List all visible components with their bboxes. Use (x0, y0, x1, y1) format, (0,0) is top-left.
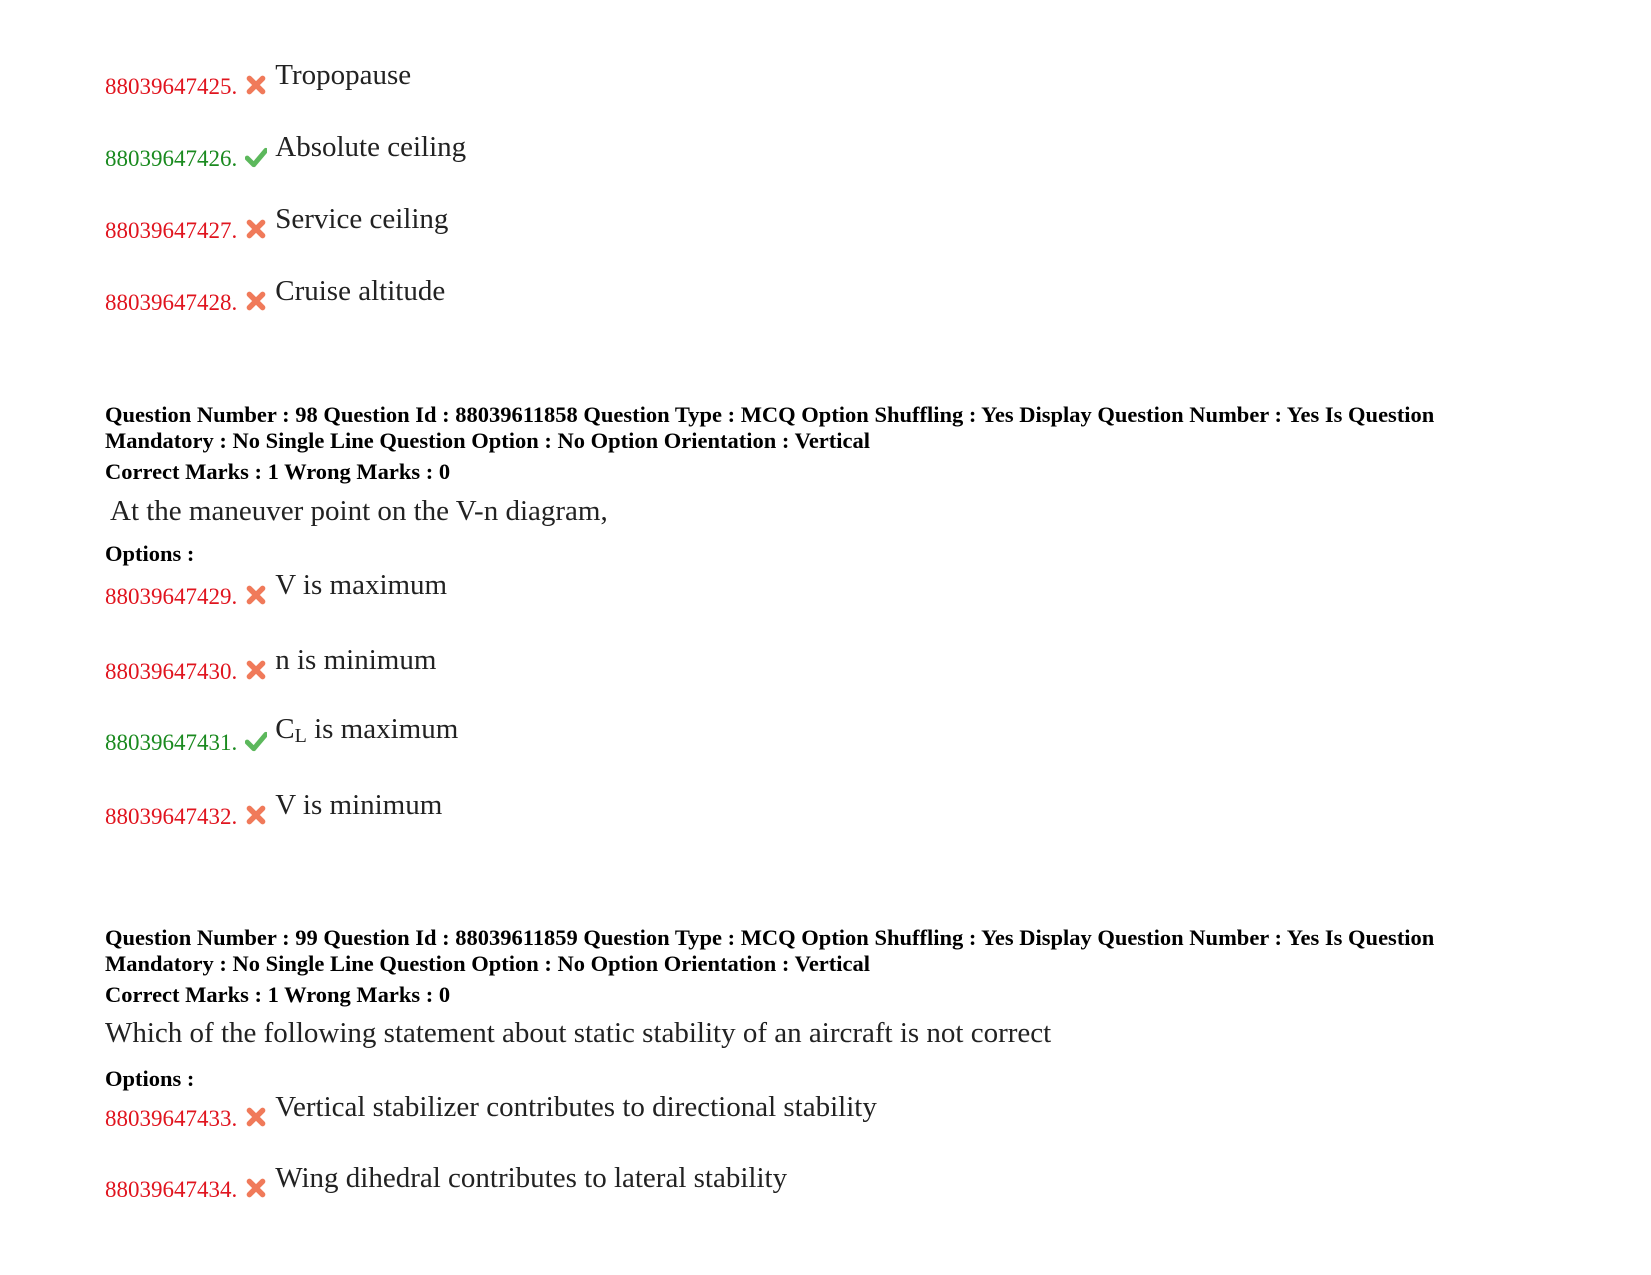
question-98-marks: Correct Marks : 1 Wrong Marks : 0 (105, 459, 451, 484)
option-88039647426 (105, 132, 466, 172)
cross-icon (245, 1106, 267, 1128)
cross-icon (245, 584, 267, 606)
option-id: 88039647431. (105, 730, 238, 755)
question-99-meta: Question Number : 99 Question Id : 88039611859 Question Type : MCQ Option Shuffling : Yes Display Question Number : Yes Is Question Mandatory : No Single Line Question Option : No Option Orientation : Vertical (105, 925, 1435, 976)
option-id: 88039647429. (105, 584, 238, 609)
option-text: Wing dihedral contributes to lateral stability (275, 1162, 788, 1194)
option-88039647430 (105, 645, 436, 685)
option-id: 88039647428. (105, 290, 238, 315)
option-88039647434 (105, 1163, 787, 1203)
cross-icon (245, 659, 267, 681)
option-text: V is maximum (275, 569, 448, 601)
option-text: Service ceiling (275, 203, 449, 235)
option-88039647427 (105, 204, 448, 244)
option-text: Tropopause (275, 59, 412, 91)
option-text (275, 715, 458, 746)
option-text-main: C (275, 713, 295, 745)
option-88039647433 (105, 1092, 877, 1132)
option-88039647432 (105, 790, 442, 830)
cross-icon (245, 290, 267, 312)
option-88039647428 (105, 276, 445, 316)
option-id: 88039647430. (105, 659, 238, 684)
option-id: 88039647432. (105, 804, 238, 829)
option-88039647429 (105, 570, 447, 610)
option-text: Vertical stabilizer contributes to directional stability (275, 1091, 877, 1123)
option-text: Absolute ceiling (275, 131, 467, 163)
check-icon (245, 146, 267, 168)
option-id: 88039647434. (105, 1177, 238, 1202)
option-id: 88039647433. (105, 1106, 238, 1131)
option-text: V is minimum (275, 789, 443, 821)
option-text: Cruise altitude (275, 275, 446, 307)
option-88039647431 (105, 713, 459, 756)
cross-icon (245, 218, 267, 240)
question-99-marks: Correct Marks : 1 Wrong Marks : 0 (105, 982, 451, 1007)
check-icon (245, 730, 267, 752)
option-id: 88039647427. (105, 218, 238, 243)
question-98-text: At the maneuver point on the V-n diagram, (110, 495, 608, 527)
option-text-rest: is maximum (306, 713, 459, 745)
question-98-options-label: Options : (105, 541, 195, 566)
cross-icon (245, 804, 267, 826)
option-id: 88039647426. (105, 146, 238, 171)
question-98-meta: Question Number : 98 Question Id : 88039611858 Question Type : MCQ Option Shuffling : Yes Display Question Number : Yes Is Question Mandatory : No Single Line Question Option : No Option Orientation : Vertical (105, 402, 1435, 453)
option-88039647425 (105, 60, 411, 100)
option-id: 88039647425. (105, 74, 238, 99)
question-99-options-label: Options : (105, 1066, 195, 1091)
option-text-subscript: L (294, 725, 307, 747)
option-text: n is minimum (275, 644, 437, 676)
question-99-text: Which of the following statement about static stability of an aircraft is not correct (105, 1017, 1052, 1049)
cross-icon (245, 74, 267, 96)
cross-icon (245, 1177, 267, 1199)
